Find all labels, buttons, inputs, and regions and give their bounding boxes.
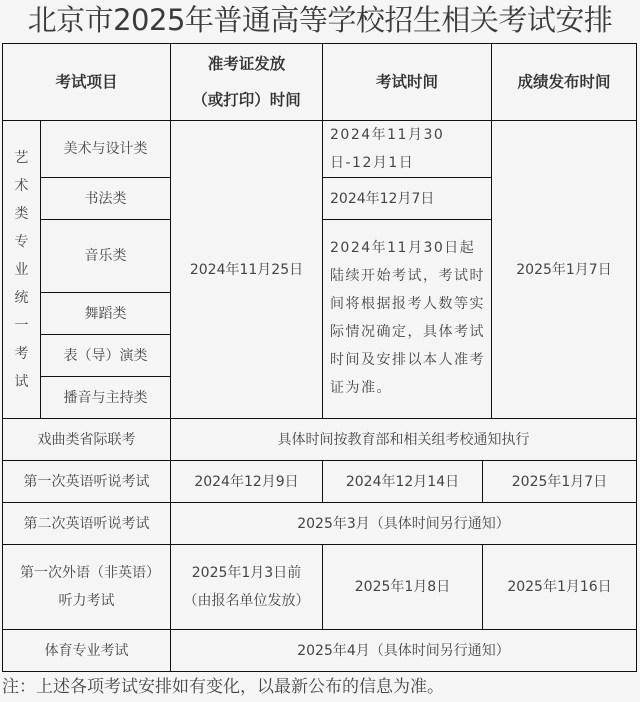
merged-schedule: 2025年3月（具体时间另行通知）: [171, 503, 637, 545]
exam-name: 第二次英语听说考试: [3, 503, 171, 545]
header-admission-ticket-line1: 准考证发放: [207, 55, 286, 73]
exam-schedule-table-lower: [2, 460, 637, 672]
merged-schedule: 2025年4月（具体时间另行通知）: [171, 630, 637, 672]
table-row: [3, 503, 637, 545]
opera-exam-name: 戏曲类省际联考: [3, 419, 171, 461]
header-admission-ticket: [171, 44, 323, 121]
score-release: 2025年1月16日: [483, 545, 637, 630]
exam-name: 第一次外语（非英语）听力考试: [3, 545, 171, 630]
exam-schedule-table: [2, 43, 637, 461]
header-exam-item: 考试项目: [3, 44, 171, 121]
table-row: [3, 419, 637, 461]
table-row: [3, 461, 637, 503]
art-exam-time: 2024年11月30日-12月1日: [323, 121, 492, 178]
art-group-label: 艺 术 类 专 业 统 一 考 试: [3, 121, 41, 419]
art-item-name: 音乐类: [41, 220, 171, 293]
exam-time: 2025年1月8日: [323, 545, 483, 630]
score-release: 2025年1月7日: [483, 461, 637, 503]
art-item-name: 播音与主持类: [41, 377, 171, 419]
art-item-name: 书法类: [41, 178, 171, 220]
art-shared-exam-time: 2024年11月30日起陆续开始考试，考试时间将根据报考人数等实际情况确定，具体考试时间及安排以本人准考证为准。: [323, 220, 492, 419]
admission-ticket: 2025年1月3日前（由报名单位发放）: [171, 545, 323, 630]
art-item-name: 美术与设计类: [41, 121, 171, 178]
art-score-release: 2025年1月7日: [492, 121, 637, 419]
art-admission-ticket: 2024年11月25日: [171, 121, 323, 419]
art-exam-time: 2024年12月7日: [323, 178, 492, 220]
table-row: [3, 545, 637, 630]
opera-exam-note: 具体时间按教育部和相关组考校通知执行: [171, 419, 637, 461]
header-admission-ticket-line2: （或打印）时间: [192, 91, 301, 109]
table-row: [3, 630, 637, 672]
header-score-release: 成绩发布时间: [492, 44, 637, 121]
header-exam-time: 考试时间: [323, 44, 492, 121]
table-row: [3, 121, 637, 178]
page-title: 北京市2025年普通高等学校招生相关考试安排: [27, 3, 613, 37]
exam-name: 体育专业考试: [3, 630, 171, 672]
exam-time: 2024年12月14日: [323, 461, 483, 503]
art-item-name: 舞蹈类: [41, 293, 171, 335]
exam-name: 第一次英语听说考试: [3, 461, 171, 503]
art-item-name: 表（导）演类: [41, 335, 171, 377]
header-row: [3, 44, 637, 121]
footnote: 注：上述各项考试安排如有变化，以最新公布的信息为准。: [2, 677, 444, 697]
admission-ticket: 2024年12月9日: [171, 461, 323, 503]
